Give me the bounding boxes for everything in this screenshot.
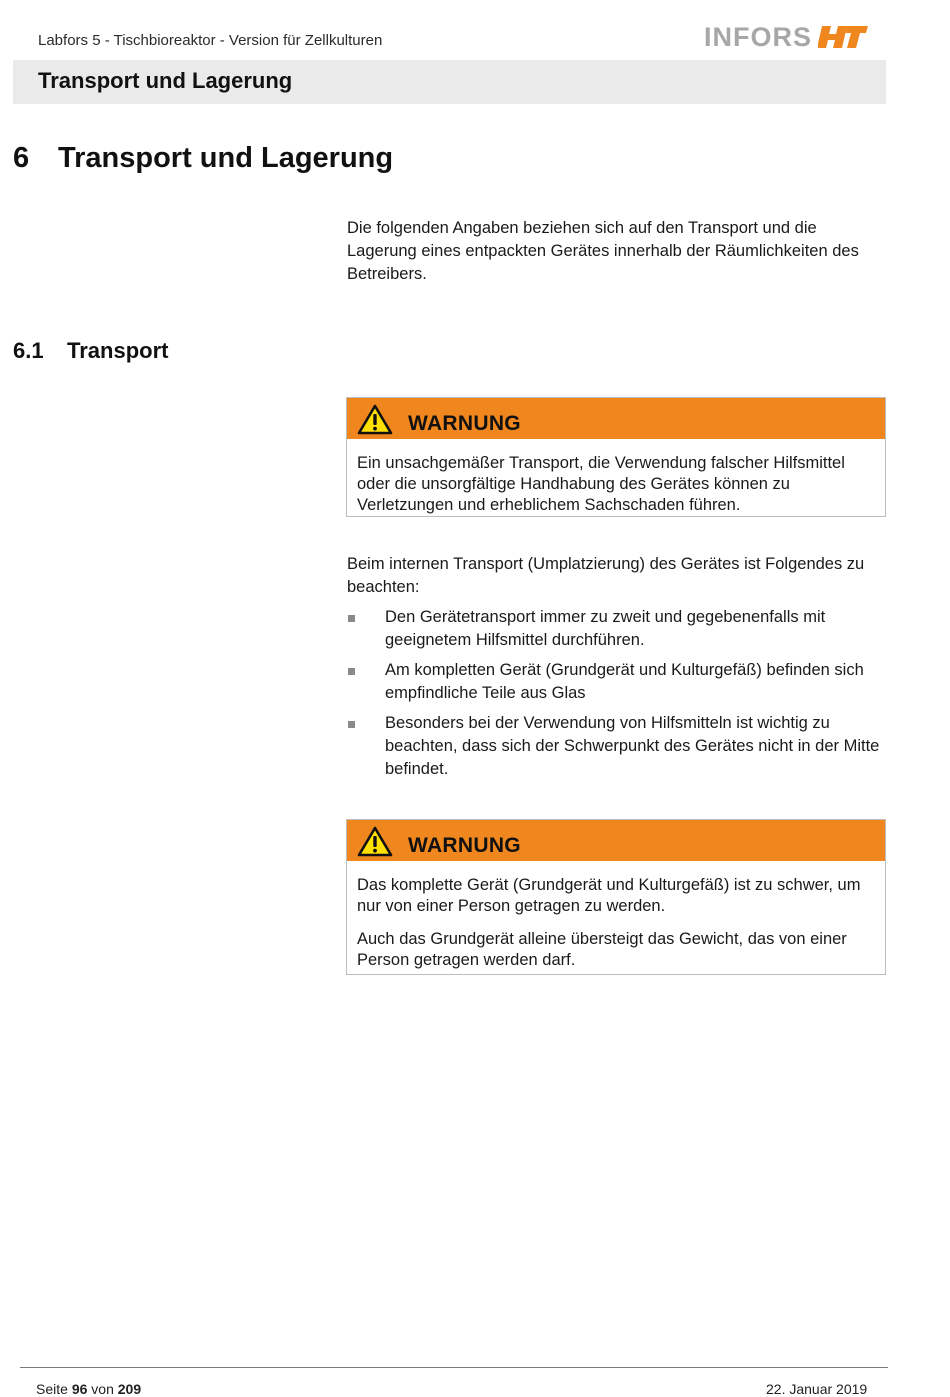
warning-box <box>346 819 886 975</box>
document-title: Labfors 5 - Tischbioreaktor - Version für Zellkulturen <box>38 32 383 49</box>
warning-header <box>347 398 885 439</box>
section-heading <box>13 142 393 175</box>
transport-intro-paragraph: Beim internen Transport (Umplatzierung) des Gerätes ist Folgendes zu beachten: <box>347 555 865 596</box>
subsection-number: 6.1 <box>13 338 44 363</box>
infors-ht-logo <box>704 22 868 52</box>
list-item: Besonders bei der Verwendung von Hilfsmitteln ist wichtig zu beachten, dass sich der Schwerpunkt des Gerätes nicht in der Mitte befindet. <box>347 712 887 781</box>
bullet-square-icon <box>348 721 355 728</box>
transport-bullet-list <box>347 606 887 788</box>
warning-triangle-icon <box>357 404 393 435</box>
warning-text: Ein unsachgemäßer Transport, die Verwendung falscher Hilfsmittel oder die unsorgfältige Handhabung des Gerätes können zu Verletzungen und erheblichem Sachschaden führen. <box>357 454 845 514</box>
section-number: 6 <box>13 142 30 174</box>
logo-ht-badge-icon <box>818 24 868 50</box>
page-number: Seite 96 von 209 <box>36 1381 142 1397</box>
warning-header <box>347 820 885 861</box>
list-item: Am kompletten Gerät (Grundgerät und Kulturgefäß) befinden sich empfindliche Teile aus Glas <box>347 659 887 705</box>
chapter-header-title: Transport und Lagerung <box>38 68 293 93</box>
footer-divider <box>20 1367 888 1368</box>
warning-triangle-icon <box>357 826 393 857</box>
warning-text: Auch das Grundgerät alleine übersteigt das Gewicht, das von einer Person getragen werden darf. <box>357 930 847 969</box>
bullet-square-icon <box>348 668 355 675</box>
section-title: Transport und Lagerung <box>58 142 394 174</box>
warning-body <box>347 439 885 524</box>
footer-date: 22. Januar 2019 <box>766 1381 868 1397</box>
warning-box <box>346 397 886 517</box>
subsection-title: Transport <box>67 338 169 363</box>
warning-body <box>347 861 885 979</box>
logo-wordmark: INFORS <box>704 21 813 52</box>
list-item: Den Gerätetransport immer zu zweit und gegebenenfalls mit geeignetem Hilfsmittel durchführen. <box>347 606 887 652</box>
chapter-header-bar <box>13 60 886 104</box>
warning-label: WARNUNG <box>408 834 521 857</box>
section-intro-paragraph: Die folgenden Angaben beziehen sich auf den Transport und die Lagerung eines entpackten Gerätes innerhalb der Räumlichkeiten des Betreibers. <box>347 219 859 283</box>
subsection-heading <box>13 338 168 364</box>
warning-text: Das komplette Gerät (Grundgerät und Kulturgefäß) ist zu schwer, um nur von einer Person getragen zu werden. <box>357 876 861 915</box>
warning-label: WARNUNG <box>408 412 521 435</box>
bullet-square-icon <box>348 615 355 622</box>
